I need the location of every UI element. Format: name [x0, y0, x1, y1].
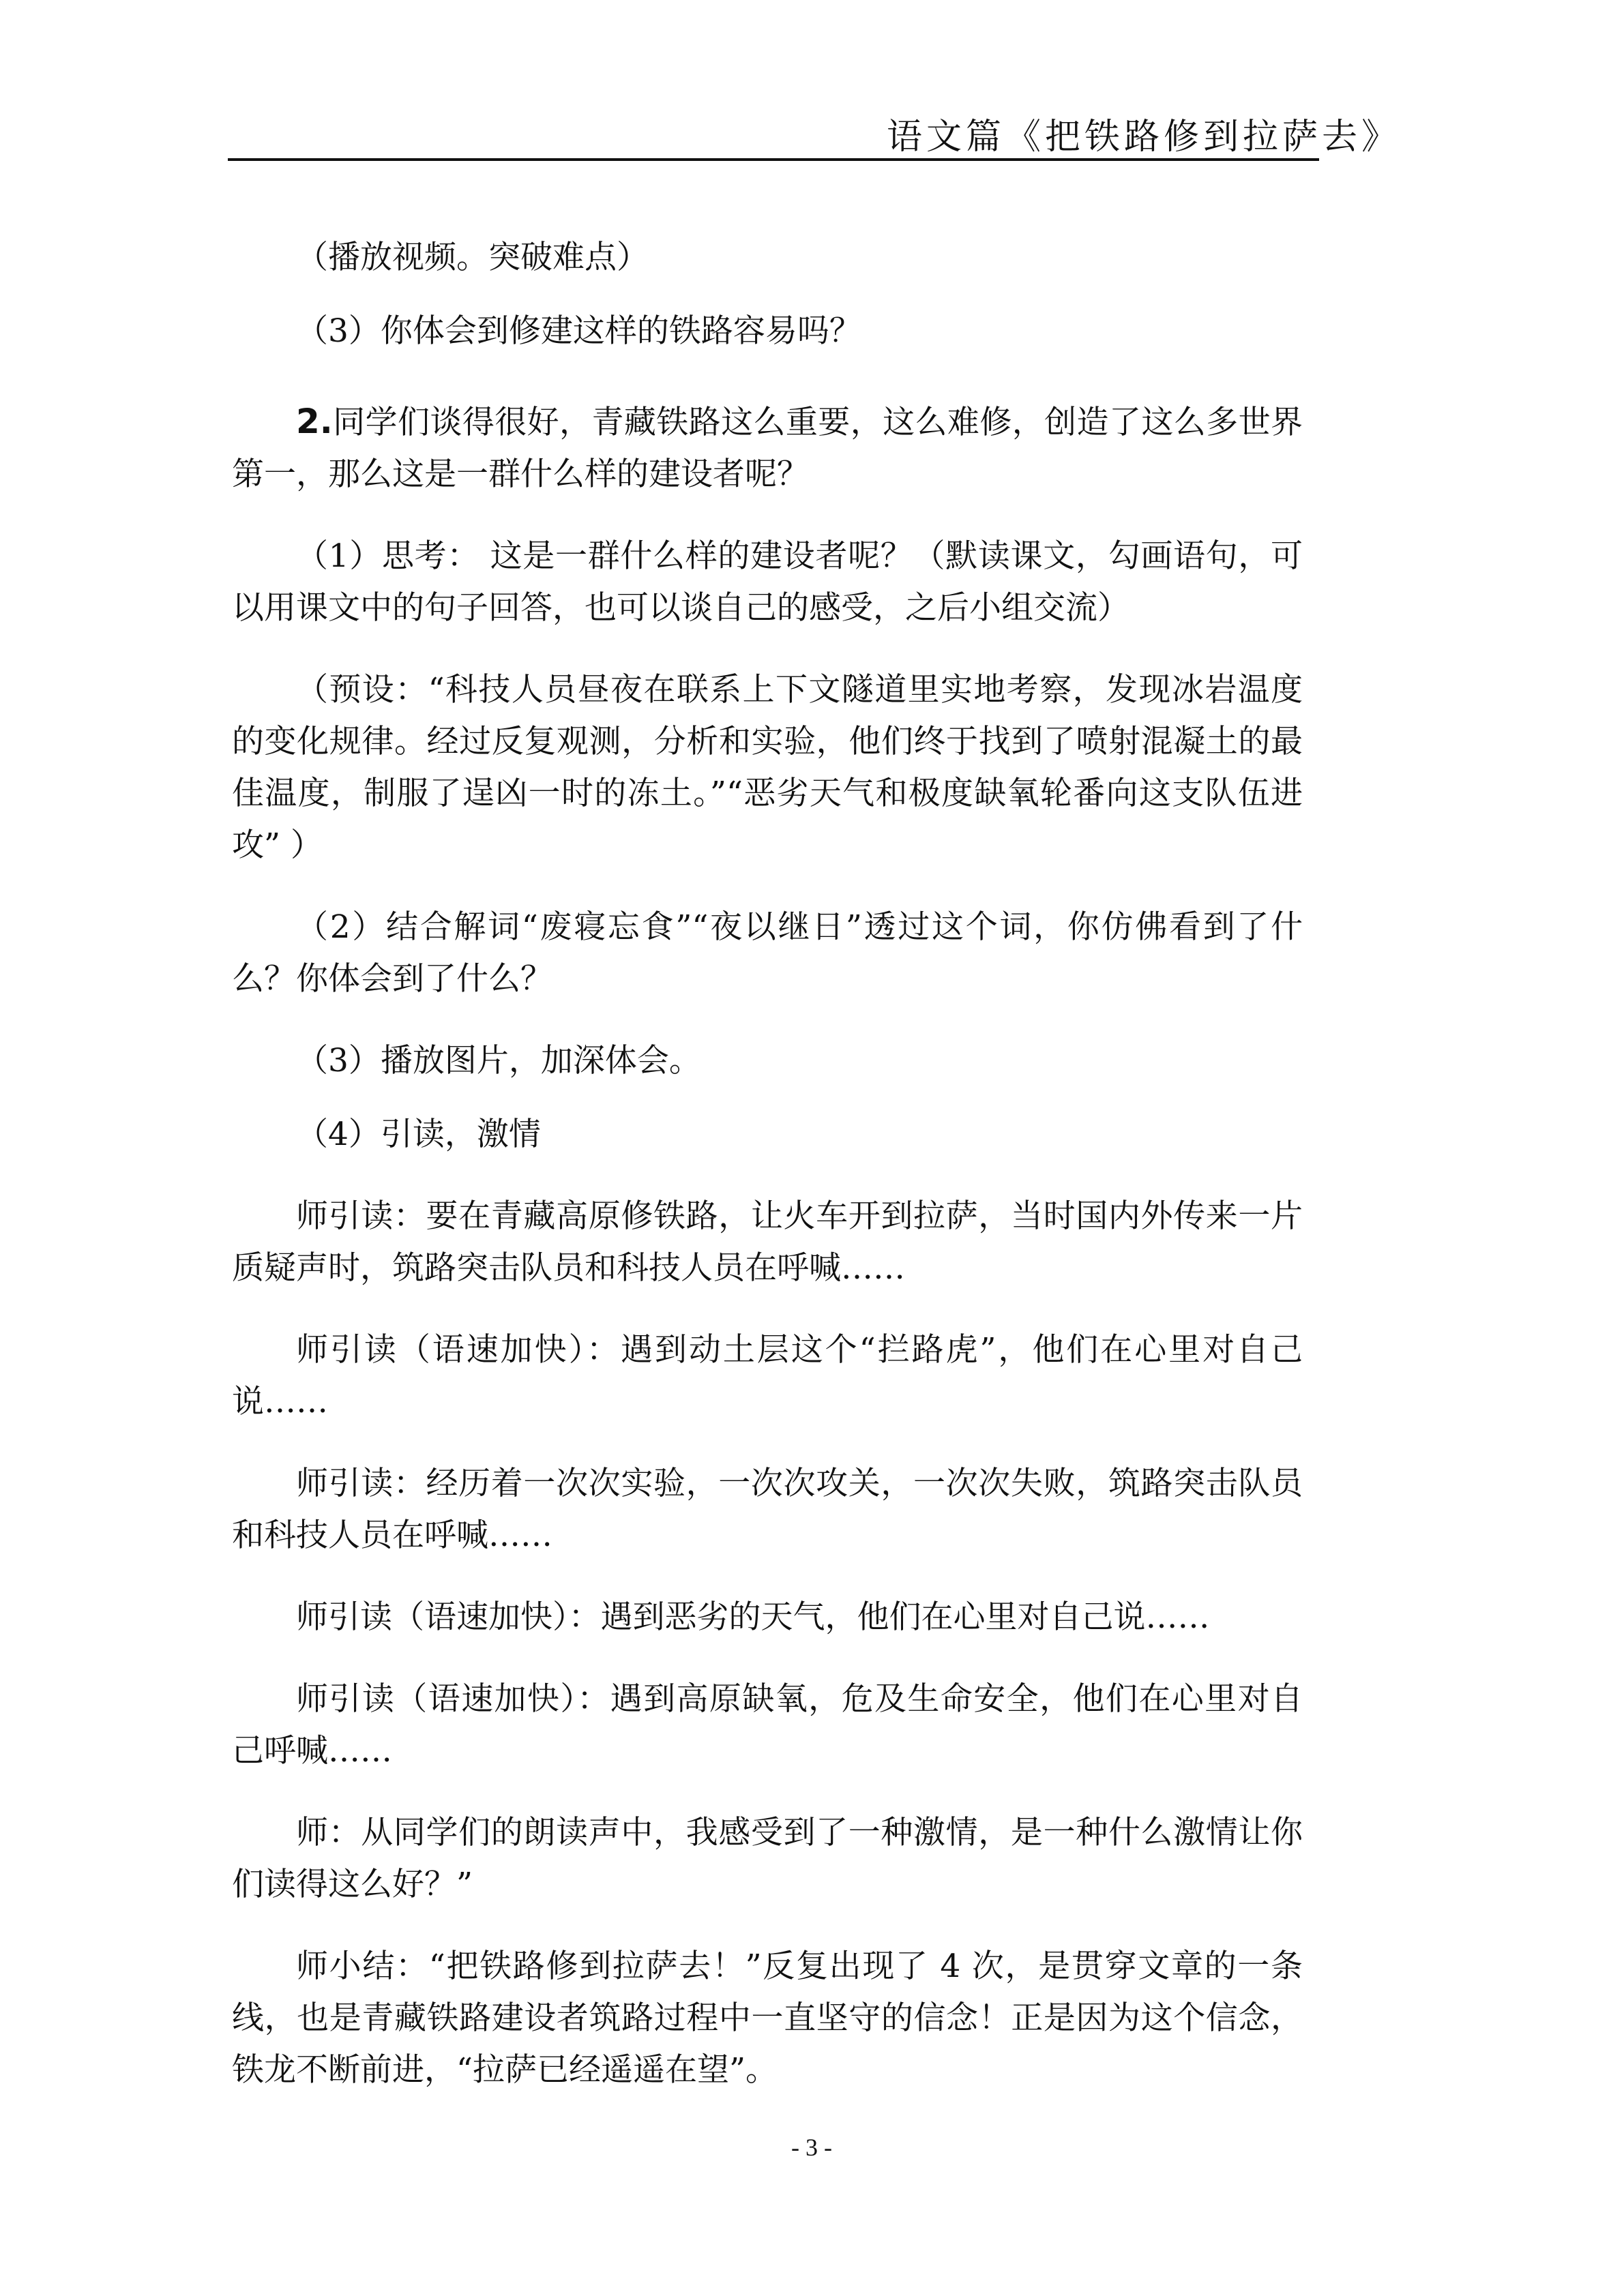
paragraph-teacher-comment: 师：从同学们的朗读声中，我感受到了一种激情，是一种什么激情让你们读得这么好？”: [232, 1814, 1303, 1903]
paragraph-teacher-read-1: 师引读：要在青藏高原修铁路，让火车开到拉萨，当时国内外传来一片质疑声时，筑路突击队员和科技人员在呼喊……: [232, 1197, 1303, 1287]
paragraph-guided-reading: （4）引读，激情: [296, 1116, 541, 1153]
paragraph-teacher-read-2: 师引读（语速加快）：遇到动土层这个“拦路虎”，他们在心里对自己说……: [232, 1331, 1303, 1420]
document-body: [232, 232, 1303, 2096]
paragraph-teacher-read-3: 师引读：经历着一次次实验，一次次攻关，一次次失败，筑路突击队员和科技人员在呼喊……: [232, 1465, 1303, 1554]
page-header-title: 语文篇《把铁路修到拉萨去》: [887, 117, 1402, 158]
paragraph-teacher-summary: 师小结：“把铁路修到拉萨去！”反复出现了 4 次，是贯穿文章的一条线，也是青藏铁路建设者筑路过程中一直坚守的信念！正是因为这个信念，铁龙不断前进，“拉萨已经遥遥在望”。: [232, 1948, 1303, 2089]
header-divider: [228, 158, 1319, 161]
paragraph-preset: （预设：“科技人员昼夜在联系上下文隧道里实地考察，发现冰岩温度的变化规律。经过反复观测，分析和实验，他们终于找到了喷射混凝土的最佳温度，制服了逞凶一时的冻土。”“恶劣天气和极度缺氧轮番向这支队伍进攻” ）: [232, 671, 1303, 864]
section-2-text: 同学们谈得很好，青藏铁路这么重要，这么难修，创造了这么多世界第一，那么这是一群什么样的建设者呢？: [232, 404, 1303, 493]
page-number: - 3 -: [791, 2134, 832, 2161]
paragraph-vocab: （2）结合解词“废寝忘食”“夜以继日”透过这个词，你仿佛看到了什么？你体会到了什么？: [232, 908, 1303, 998]
paragraph-think: （1）思考： 这是一群什么样的建设者呢？（默读课文，勾画语句，可以用课文中的句子回答，也可以谈自己的感受，之后小组交流）: [232, 537, 1303, 627]
paragraph-pictures: （3）播放图片，加深体会。: [296, 1042, 701, 1079]
paragraph-question-3: （3）你体会到修建这样的铁路容易吗？: [296, 312, 861, 350]
section-number: 2.: [296, 402, 333, 441]
paragraph-teacher-read-4: 师引读（语速加快）：遇到恶劣的天气，他们在心里对自己说……: [296, 1598, 1210, 1636]
paragraph-section-2: [232, 396, 1303, 501]
paragraph-video-note: （播放视频。突破难点）: [296, 239, 649, 276]
paragraph-teacher-read-5: 师引读（语速加快）：遇到高原缺氧，危及生命安全，他们在心里对自己呼喊……: [232, 1680, 1303, 1770]
